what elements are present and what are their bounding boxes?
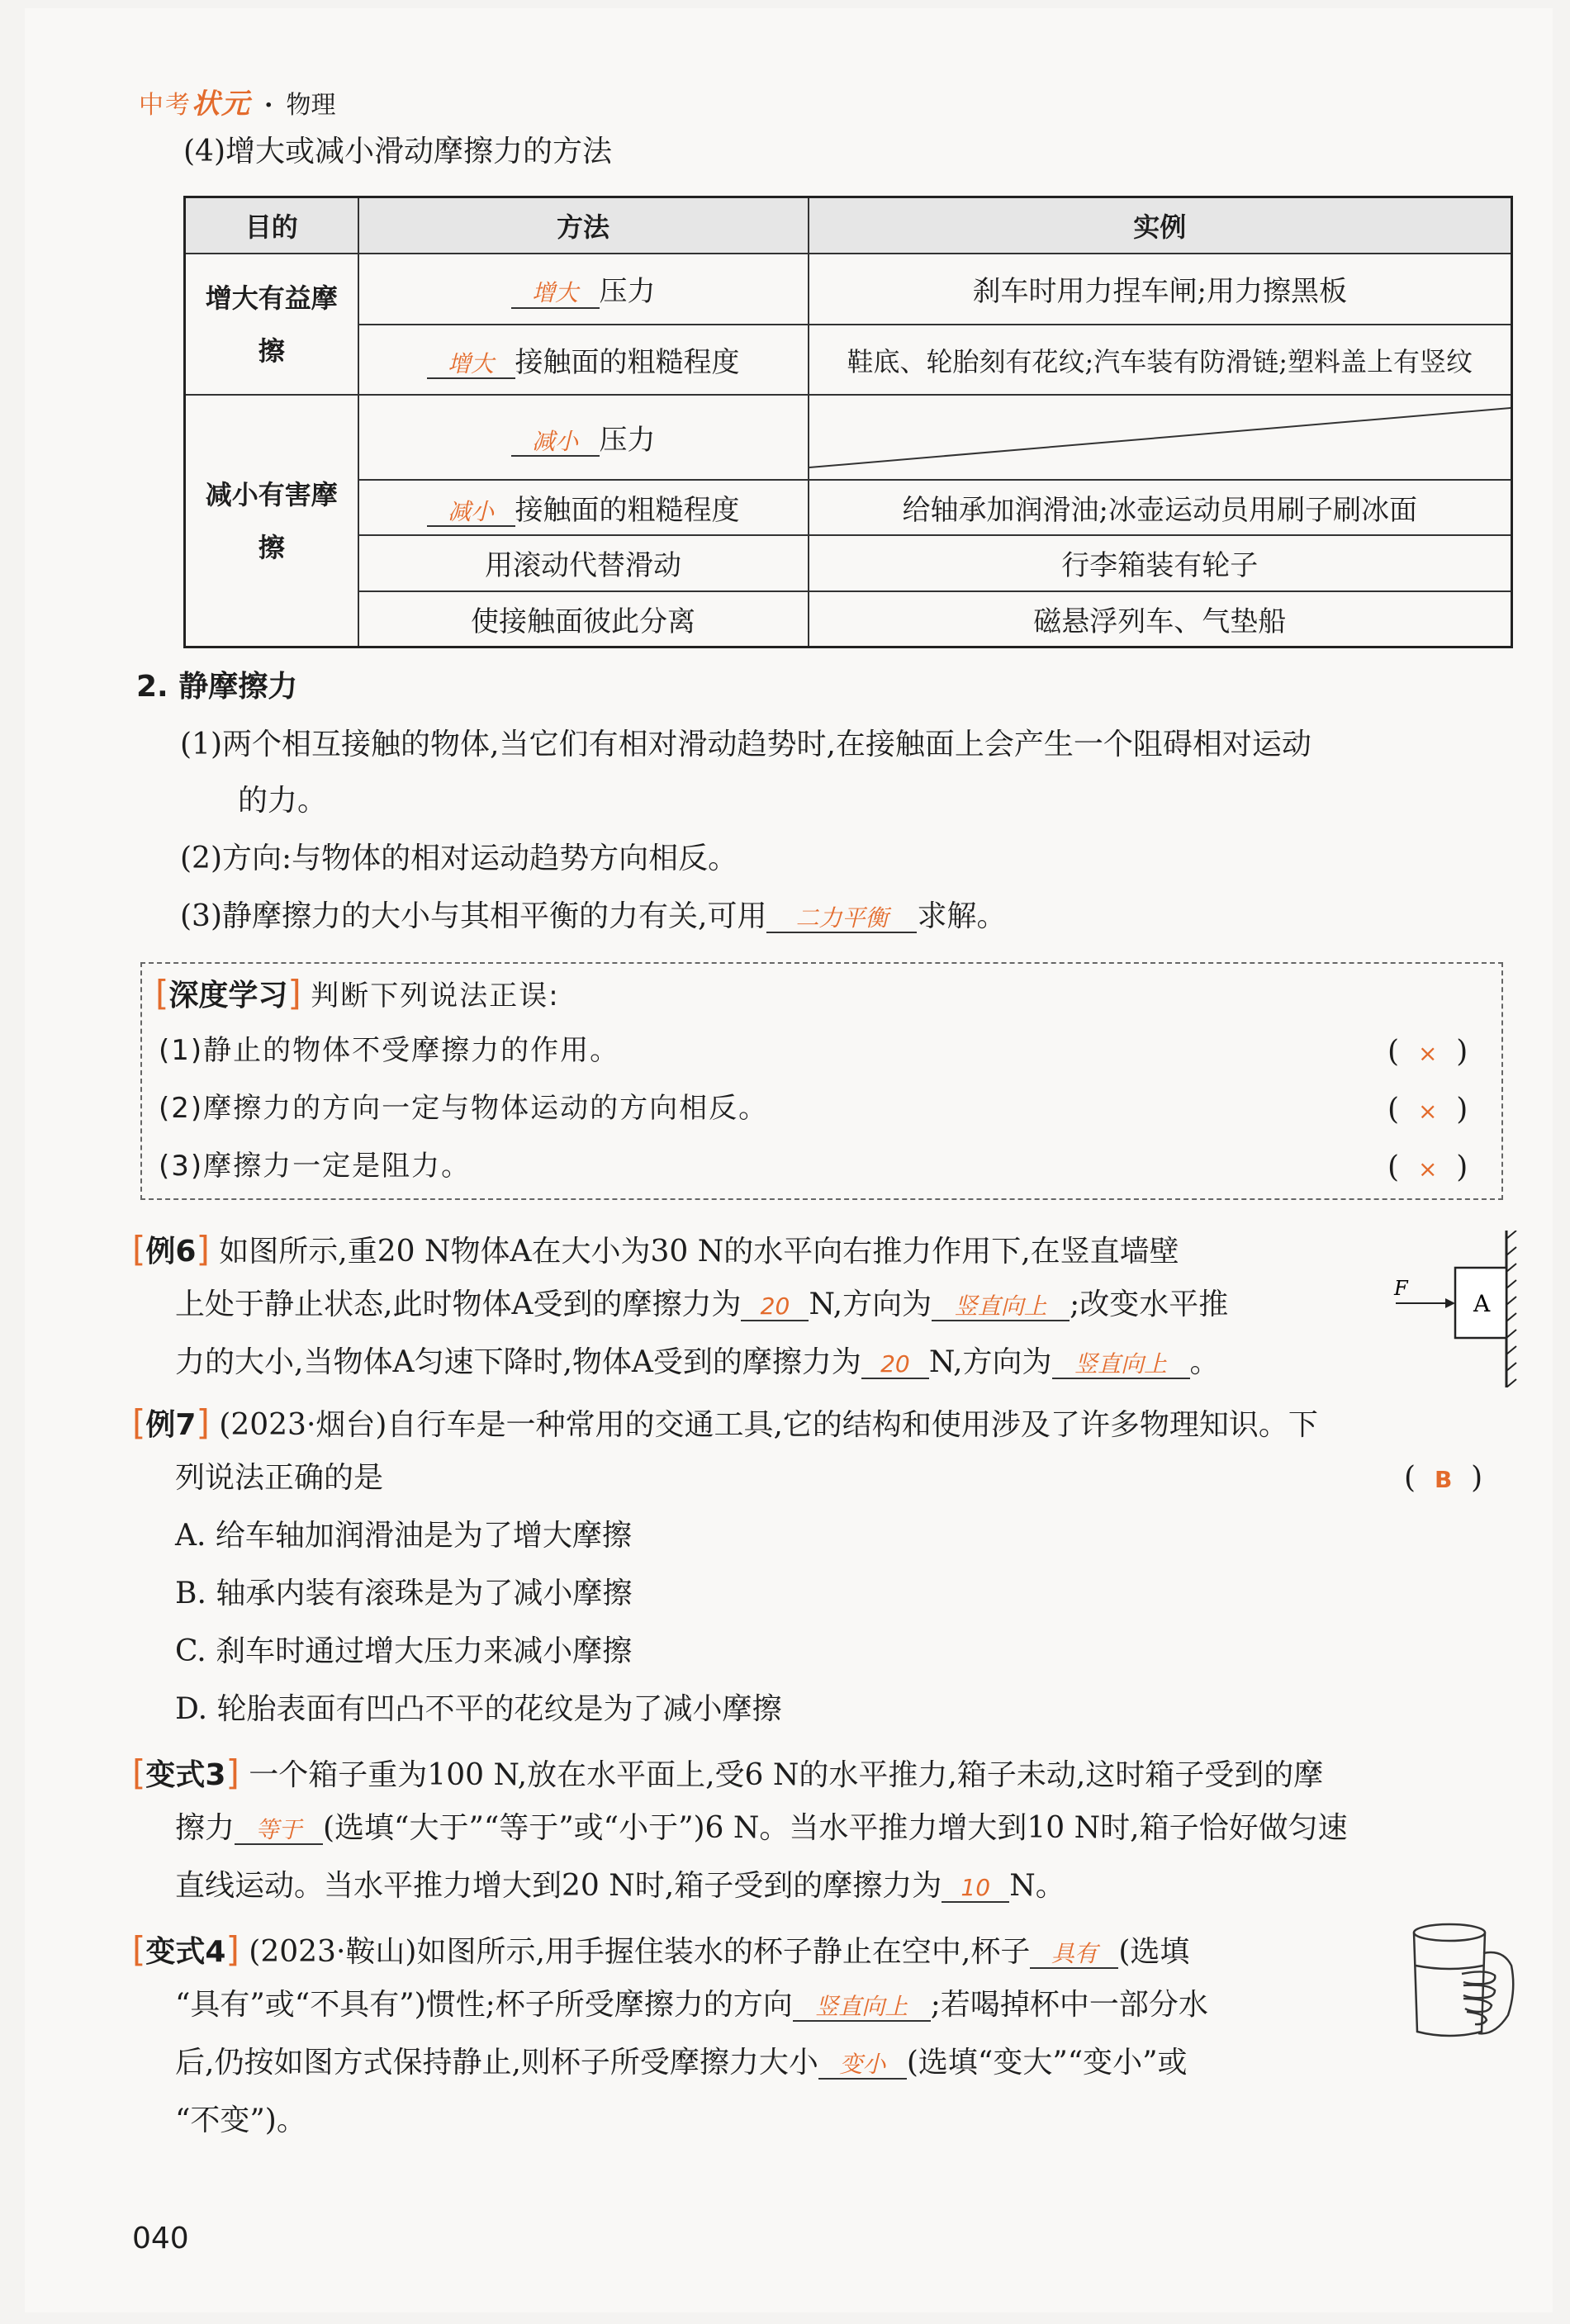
brand-logo <box>139 81 251 121</box>
wall-block-figure <box>1387 1231 1520 1387</box>
force-label: F <box>1394 1277 1408 1300</box>
friction-methods-table <box>183 196 1513 648</box>
header-dot: · <box>264 91 273 120</box>
page-number: 040 <box>132 2222 189 2255</box>
deep-item-1: (1)静止的物体不受摩擦力的作用。 <box>159 1034 620 1067</box>
option-b: B. 轴承内装有滚珠是为了减小摩擦 <box>175 1577 633 1610</box>
method-text: 接触面的粗糙程度 <box>515 346 740 379</box>
table-row <box>185 395 1512 480</box>
variant4-tag: [变式4] <box>132 1929 240 1970</box>
method-text: 压力 <box>599 275 656 309</box>
example6-line3: 力的大小,当物体A匀速下降时,物体A受到的摩擦力为 20 N,方向为 竖直向上 。 <box>175 1345 1220 1379</box>
category-label: 增大有益摩擦 <box>205 282 338 367</box>
example-cell: 刹车时用力捏车闸;用力擦黑板 <box>809 254 1512 325</box>
example6-tag: [例6] <box>132 1229 210 1269</box>
option-a: A. 给车轴加润滑油是为了增大摩擦 <box>175 1519 632 1553</box>
block-label: A <box>1473 1290 1491 1317</box>
p3-pre: (3)静摩擦力的大小与其相平衡的力有关,可用 <box>180 899 767 933</box>
method-cell <box>358 325 809 396</box>
answer-blank: 竖直向上 <box>1052 1351 1190 1379</box>
method-cell <box>358 395 809 480</box>
variant3-line1: [变式3] 一个箱子重为100 N,放在水平面上,受6 N的水平推力,箱子未动,这时箱子受到的摩 <box>132 1752 1324 1793</box>
category-increase <box>185 254 358 395</box>
example7-line1: [例7] (2023·烟台)自行车是一种常用的交通工具,它的结构和使用涉及了许多物理知识。下 <box>132 1402 1318 1443</box>
static-friction-heading: 2. 静摩擦力 <box>136 670 298 704</box>
example6-line2: 上处于静止状态,此时物体A受到的摩擦力为 20 N,方向为 竖直向上 ;改变水平推 <box>175 1288 1229 1321</box>
subject-title: 物理 <box>286 91 336 120</box>
example-cell: 鞋底、轮胎刻有花纹;汽车装有防滑链;塑料盖上有竖纹 <box>809 325 1512 396</box>
variant4-line1: [变式4] (2023·鞍山)如图所示,用手握住装水的杯子静止在空中,杯子 具有 (选填 <box>132 1929 1190 1970</box>
header-purpose: 目的 <box>185 197 358 254</box>
answer-blank: 二力平衡 <box>766 905 917 933</box>
static-friction-p2: (2)方向:与物体的相对运动趋势方向相反。 <box>180 842 738 875</box>
example-cell: 行李箱装有轮子 <box>809 535 1512 590</box>
example-cell-empty <box>809 395 1512 480</box>
option-d: D. 轮胎表面有凹凸不平的花纹是为了减小摩擦 <box>175 1692 782 1726</box>
example7-answer: ( B ) <box>1404 1461 1483 1495</box>
example-cell: 给轴承加润滑油;冰壶运动员用刷子刷冰面 <box>809 480 1512 535</box>
answer-blank: 竖直向上 <box>793 1994 931 2022</box>
variant3-line3: 直线运动。当水平推力增大到20 N时,箱子受到的摩擦力为 10 N。 <box>175 1869 1065 1903</box>
hand-holding-cup-figure <box>1404 1916 1520 2044</box>
header-method: 方法 <box>358 197 809 254</box>
variant4-line3: 后,仍按如图方式保持静止,则杯子所受摩擦力大小 变小 (选填“变大”“变小”或 <box>175 2046 1188 2080</box>
variant4-line4: “不变”)。 <box>175 2103 306 2137</box>
table-header-row <box>185 197 1512 254</box>
brand-bold: 状元 <box>192 88 251 121</box>
answer-blank: 竖直向上 <box>932 1293 1070 1321</box>
example7-tag: [例7] <box>132 1402 210 1443</box>
answer-blank: 等于 <box>235 1817 323 1845</box>
diagonal-slash <box>809 406 1511 469</box>
section-4-title: (4)增大或减小滑动摩擦力的方法 <box>183 135 612 168</box>
answer-blank: 20 <box>741 1293 809 1321</box>
method-cell <box>358 480 809 535</box>
deep-item-2-answer: ( × ) <box>1387 1093 1468 1126</box>
static-friction-p1a: (1)两个相互接触的物体,当它们有相对滑动趋势时,在接触面上会产生一个阻碍相对运动 <box>180 728 1311 761</box>
answer-blank: 变小 <box>818 2051 907 2080</box>
answer-blank: 减小 <box>427 499 515 527</box>
answer-blank: 具有 <box>1030 1941 1118 1969</box>
static-friction-p1b: 的力。 <box>238 784 328 818</box>
deep-learning-intro: 判断下列说法正误: <box>311 979 560 1013</box>
page-header <box>139 81 335 121</box>
header-example: 实例 <box>809 197 1512 254</box>
answer-blank: 增大 <box>511 280 600 308</box>
method-cell: 使接触面彼此分离 <box>358 591 809 647</box>
deep-learning-tag: [深度学习] <box>155 973 301 1013</box>
table-row <box>185 480 1512 535</box>
method-cell: 用滚动代替滑动 <box>358 535 809 590</box>
p3-post: 求解。 <box>917 899 1007 933</box>
method-text: 接触面的粗糙程度 <box>515 494 740 528</box>
answer-blank: 20 <box>861 1351 929 1379</box>
variant3-tag: [变式3] <box>132 1752 240 1793</box>
variant4-line2: “具有”或“不具有”)惯性;杯子所受摩擦力的方向 竖直向上 ;若喝掉杯中一部分水 <box>175 1988 1208 2022</box>
table-row <box>185 254 1512 325</box>
method-text: 压力 <box>599 424 656 458</box>
answer-blank: 10 <box>942 1875 1009 1903</box>
method-cell <box>358 254 809 325</box>
deep-learning-title <box>155 973 560 1014</box>
answer-blank: 增大 <box>427 351 515 379</box>
table-row <box>185 535 1512 590</box>
answer-blank: 减小 <box>511 429 600 457</box>
example7-line2: 列说法正确的是 <box>175 1461 384 1495</box>
brand-light: 中考 <box>139 91 192 120</box>
deep-item-3: (3)摩擦力一定是阻力。 <box>159 1150 472 1183</box>
static-friction-p3 <box>180 899 1006 934</box>
option-c: C. 刹车时通过增大压力来减小摩擦 <box>175 1634 633 1668</box>
variant3-line2: 擦力 等于 (选填“大于”“等于”或“小于”)6 N。当水平推力增大到10 N时,箱子恰好做匀速 <box>175 1811 1348 1845</box>
example6-line1: [例6] 如图所示,重20 N物体A在大小为30 N的水平向右推力作用下,在竖直墙壁 <box>132 1229 1179 1269</box>
deep-item-3-answer: ( × ) <box>1387 1150 1468 1184</box>
table-row <box>185 591 1512 647</box>
category-label: 减小有害摩擦 <box>205 478 338 563</box>
deep-item-1-answer: ( × ) <box>1387 1035 1468 1069</box>
category-decrease <box>185 395 358 647</box>
example-cell: 磁悬浮列车、气垫船 <box>809 591 1512 647</box>
table-row <box>185 325 1512 396</box>
deep-item-2: (2)摩擦力的方向一定与物体运动的方向相反。 <box>159 1092 769 1125</box>
